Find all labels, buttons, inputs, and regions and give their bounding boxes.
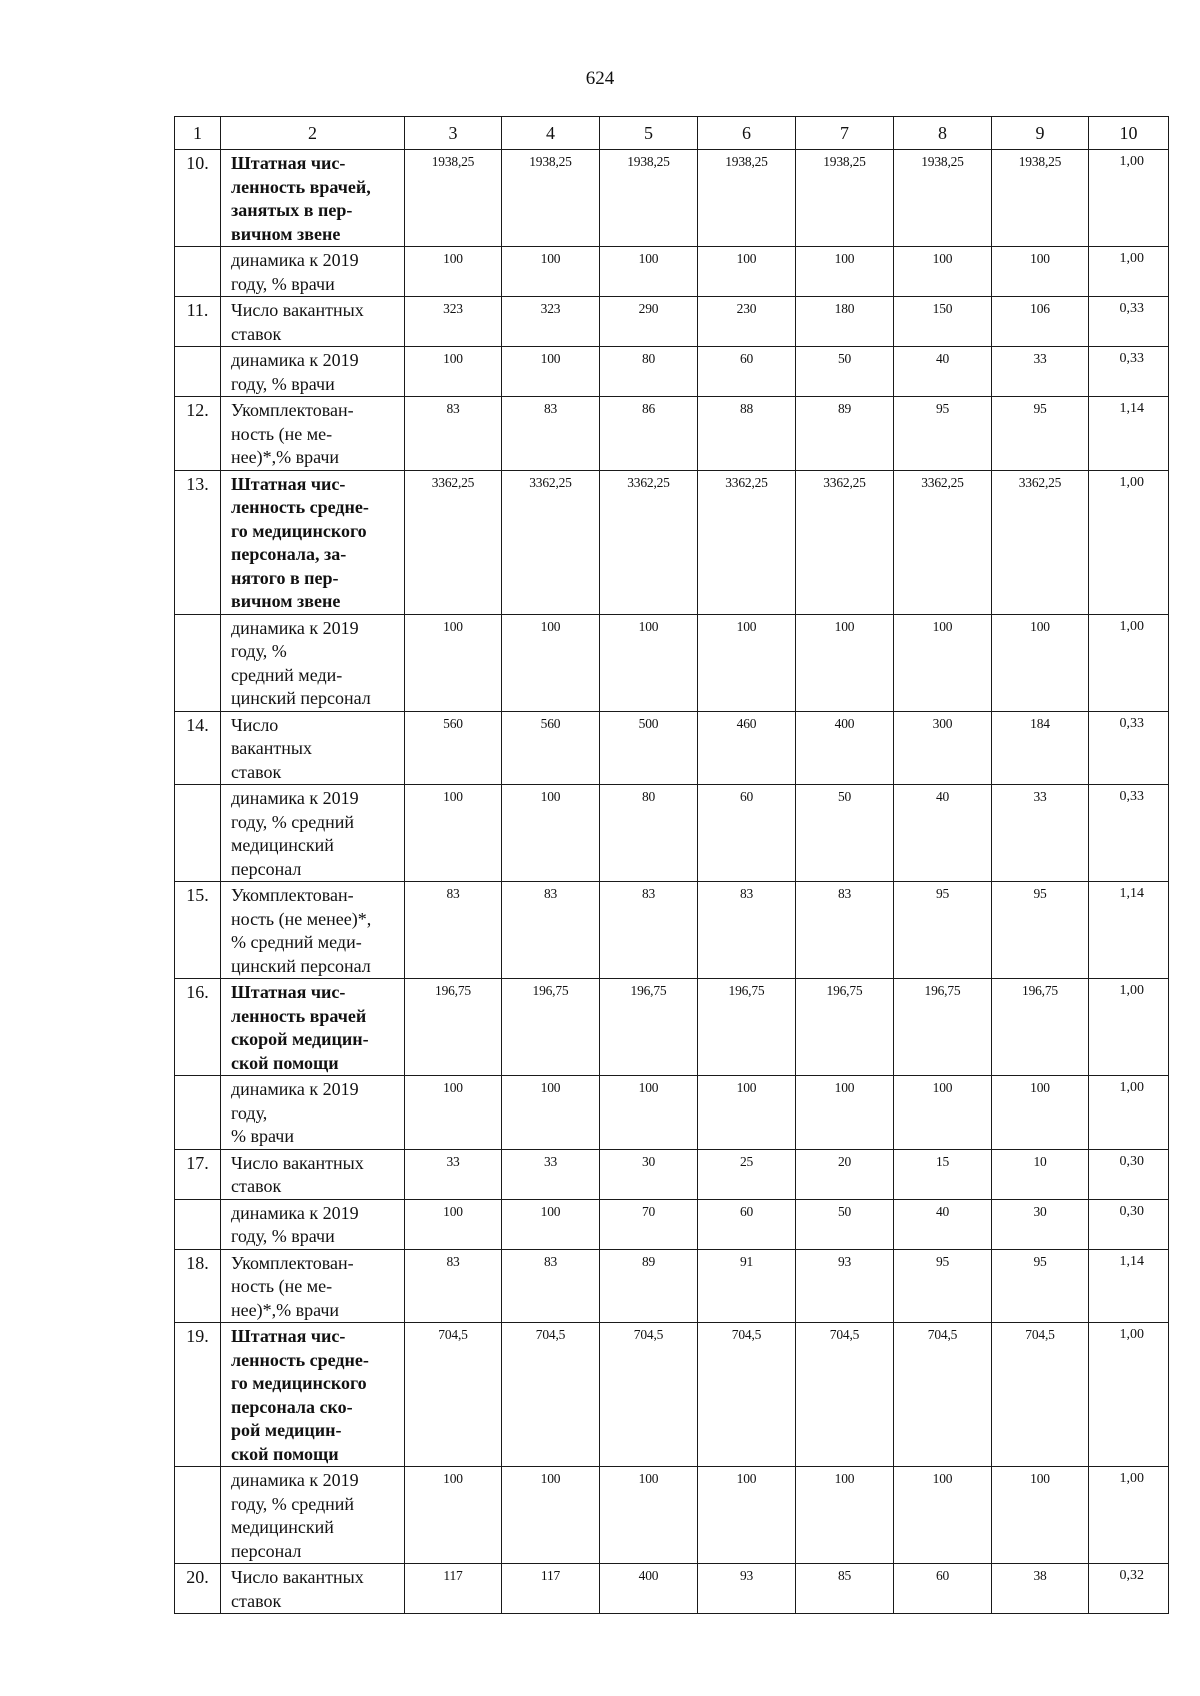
value-cell: 196,75 xyxy=(600,979,698,1076)
indicator-label-cell: динамика к 2019 году, % средний меди- цинский персонал xyxy=(221,614,405,711)
value-cell: 400 xyxy=(600,1564,698,1614)
value-cell: 80 xyxy=(600,347,698,397)
value-cell: 3362,25 xyxy=(405,470,502,614)
row-number-cell xyxy=(175,1199,221,1249)
value-cell: 117 xyxy=(405,1564,502,1614)
value-cell: 196,75 xyxy=(405,979,502,1076)
value-cell: 100 xyxy=(796,614,894,711)
value-cell: 1,14 xyxy=(1089,1249,1169,1323)
header-row xyxy=(175,117,1169,150)
indicator-label-cell: Штатная чис- ленность средне- го медицинского персонала, за- нятого в пер- вичном звене xyxy=(221,470,405,614)
value-cell: 83 xyxy=(600,882,698,979)
value-cell: 100 xyxy=(600,1467,698,1564)
table-row xyxy=(175,1249,1169,1323)
value-cell: 1,14 xyxy=(1089,882,1169,979)
row-number-cell xyxy=(175,247,221,297)
value-cell: 83 xyxy=(698,882,796,979)
value-cell: 95 xyxy=(992,397,1089,471)
value-cell: 93 xyxy=(796,1249,894,1323)
row-number-cell: 14. xyxy=(175,711,221,785)
value-cell: 60 xyxy=(698,785,796,882)
value-cell: 60 xyxy=(698,1199,796,1249)
value-cell: 95 xyxy=(894,397,992,471)
row-number-cell: 13. xyxy=(175,470,221,614)
value-cell: 60 xyxy=(894,1564,992,1614)
value-cell: 86 xyxy=(600,397,698,471)
value-cell: 30 xyxy=(600,1149,698,1199)
value-cell: 88 xyxy=(698,397,796,471)
value-cell: 1,00 xyxy=(1089,1323,1169,1467)
indicator-label-cell: динамика к 2019 году, % средний медицинский персонал xyxy=(221,1467,405,1564)
row-number-cell: 15. xyxy=(175,882,221,979)
table-row xyxy=(175,297,1169,347)
table-row xyxy=(175,1467,1169,1564)
value-cell: 1,00 xyxy=(1089,1076,1169,1150)
value-cell: 89 xyxy=(796,397,894,471)
indicator-label-cell: Штатная чис- ленность врачей скорой медицин- ской помощи xyxy=(221,979,405,1076)
value-cell: 3362,25 xyxy=(698,470,796,614)
table-row xyxy=(175,397,1169,471)
row-number-cell xyxy=(175,614,221,711)
header-cell: 10 xyxy=(1089,117,1169,150)
value-cell: 460 xyxy=(698,711,796,785)
value-cell: 1,00 xyxy=(1089,1467,1169,1564)
header-cell: 2 xyxy=(221,117,405,150)
value-cell: 560 xyxy=(502,711,600,785)
value-cell: 100 xyxy=(698,614,796,711)
value-cell: 100 xyxy=(894,247,992,297)
table-row xyxy=(175,150,1169,247)
indicator-label-cell: Число вакантных ставок xyxy=(221,1564,405,1614)
value-cell: 323 xyxy=(502,297,600,347)
value-cell: 91 xyxy=(698,1249,796,1323)
value-cell: 1938,25 xyxy=(600,150,698,247)
row-number-cell: 17. xyxy=(175,1149,221,1199)
row-number-cell xyxy=(175,1467,221,1564)
value-cell: 93 xyxy=(698,1564,796,1614)
value-cell: 0,32 xyxy=(1089,1564,1169,1614)
indicator-label-cell: Число вакантных ставок xyxy=(221,297,405,347)
value-cell: 196,75 xyxy=(698,979,796,1076)
table-row xyxy=(175,1323,1169,1467)
value-cell: 30 xyxy=(992,1199,1089,1249)
indicators-table xyxy=(174,116,1169,1614)
value-cell: 100 xyxy=(992,1076,1089,1150)
row-number-cell xyxy=(175,1076,221,1150)
value-cell: 100 xyxy=(698,1467,796,1564)
value-cell: 40 xyxy=(894,1199,992,1249)
header-cell: 3 xyxy=(405,117,502,150)
value-cell: 0,33 xyxy=(1089,785,1169,882)
row-number-cell: 12. xyxy=(175,397,221,471)
value-cell: 100 xyxy=(894,1076,992,1150)
value-cell: 1938,25 xyxy=(698,150,796,247)
value-cell: 100 xyxy=(502,614,600,711)
indicator-label-cell: динамика к 2019 году, % врачи xyxy=(221,247,405,297)
value-cell: 1938,25 xyxy=(796,150,894,247)
header-cell: 9 xyxy=(992,117,1089,150)
row-number-cell: 16. xyxy=(175,979,221,1076)
indicator-label-cell: динамика к 2019 году, % средний медицинский персонал xyxy=(221,785,405,882)
value-cell: 33 xyxy=(992,347,1089,397)
value-cell: 83 xyxy=(405,882,502,979)
value-cell: 33 xyxy=(405,1149,502,1199)
value-cell: 100 xyxy=(405,347,502,397)
value-cell: 100 xyxy=(405,785,502,882)
value-cell: 184 xyxy=(992,711,1089,785)
indicator-label-cell: Штатная чис- ленность средне- го медицинского персонала ско- рой медицин- ской помощи xyxy=(221,1323,405,1467)
value-cell: 100 xyxy=(600,614,698,711)
row-number-cell: 11. xyxy=(175,297,221,347)
value-cell: 100 xyxy=(405,1467,502,1564)
value-cell: 80 xyxy=(600,785,698,882)
value-cell: 83 xyxy=(405,397,502,471)
value-cell: 100 xyxy=(600,1076,698,1150)
value-cell: 100 xyxy=(405,1076,502,1150)
table-row xyxy=(175,470,1169,614)
indicator-label-cell: динамика к 2019 году, % врачи xyxy=(221,1199,405,1249)
value-cell: 323 xyxy=(405,297,502,347)
value-cell: 100 xyxy=(502,1199,600,1249)
value-cell: 33 xyxy=(992,785,1089,882)
value-cell: 85 xyxy=(796,1564,894,1614)
value-cell: 100 xyxy=(992,1467,1089,1564)
table-row xyxy=(175,1564,1169,1614)
value-cell: 300 xyxy=(894,711,992,785)
value-cell: 95 xyxy=(894,882,992,979)
value-cell: 0,30 xyxy=(1089,1199,1169,1249)
value-cell: 106 xyxy=(992,297,1089,347)
value-cell: 1,00 xyxy=(1089,979,1169,1076)
value-cell: 100 xyxy=(796,247,894,297)
value-cell: 38 xyxy=(992,1564,1089,1614)
value-cell: 60 xyxy=(698,347,796,397)
value-cell: 1,00 xyxy=(1089,150,1169,247)
value-cell: 1,00 xyxy=(1089,614,1169,711)
value-cell: 1938,25 xyxy=(992,150,1089,247)
value-cell: 1938,25 xyxy=(502,150,600,247)
value-cell: 0,33 xyxy=(1089,347,1169,397)
value-cell: 0,30 xyxy=(1089,1149,1169,1199)
value-cell: 1,14 xyxy=(1089,397,1169,471)
value-cell: 196,75 xyxy=(796,979,894,1076)
value-cell: 83 xyxy=(405,1249,502,1323)
value-cell: 50 xyxy=(796,1199,894,1249)
value-cell: 3362,25 xyxy=(894,470,992,614)
value-cell: 100 xyxy=(405,614,502,711)
value-cell: 704,5 xyxy=(698,1323,796,1467)
value-cell: 15 xyxy=(894,1149,992,1199)
value-cell: 100 xyxy=(992,614,1089,711)
value-cell: 230 xyxy=(698,297,796,347)
table-row xyxy=(175,979,1169,1076)
row-number-cell: 19. xyxy=(175,1323,221,1467)
row-number-cell: 18. xyxy=(175,1249,221,1323)
indicator-label-cell: Число вакантных ставок xyxy=(221,1149,405,1199)
value-cell: 290 xyxy=(600,297,698,347)
value-cell: 33 xyxy=(502,1149,600,1199)
value-cell: 100 xyxy=(698,1076,796,1150)
value-cell: 704,5 xyxy=(502,1323,600,1467)
indicator-label-cell: Укомплектован- ность (не менее)*, % средний меди- цинский персонал xyxy=(221,882,405,979)
table-row xyxy=(175,347,1169,397)
page-number: 624 xyxy=(585,68,615,89)
value-cell: 117 xyxy=(502,1564,600,1614)
value-cell: 50 xyxy=(796,347,894,397)
value-cell: 100 xyxy=(405,1199,502,1249)
value-cell: 89 xyxy=(600,1249,698,1323)
table-row xyxy=(175,614,1169,711)
value-cell: 100 xyxy=(502,247,600,297)
value-cell: 40 xyxy=(894,785,992,882)
table-row xyxy=(175,882,1169,979)
table-row xyxy=(175,1076,1169,1150)
value-cell: 10 xyxy=(992,1149,1089,1199)
table-row xyxy=(175,1149,1169,1199)
header-cell: 5 xyxy=(600,117,698,150)
value-cell: 100 xyxy=(502,1467,600,1564)
indicator-label-cell: Число вакантных ставок xyxy=(221,711,405,785)
value-cell: 100 xyxy=(502,347,600,397)
value-cell: 50 xyxy=(796,785,894,882)
value-cell: 100 xyxy=(894,614,992,711)
value-cell: 196,75 xyxy=(502,979,600,1076)
indicator-label-cell: Укомплектован- ность (не ме- нее)*,% врачи xyxy=(221,1249,405,1323)
value-cell: 40 xyxy=(894,347,992,397)
value-cell: 100 xyxy=(796,1467,894,1564)
value-cell: 196,75 xyxy=(894,979,992,1076)
value-cell: 100 xyxy=(894,1467,992,1564)
value-cell: 0,33 xyxy=(1089,711,1169,785)
value-cell: 100 xyxy=(698,247,796,297)
value-cell: 100 xyxy=(796,1076,894,1150)
table-row xyxy=(175,247,1169,297)
row-number-cell xyxy=(175,785,221,882)
table-body xyxy=(175,117,1169,1614)
value-cell: 100 xyxy=(600,247,698,297)
header-cell: 1 xyxy=(175,117,221,150)
value-cell: 704,5 xyxy=(405,1323,502,1467)
value-cell: 95 xyxy=(992,1249,1089,1323)
value-cell: 150 xyxy=(894,297,992,347)
value-cell: 704,5 xyxy=(796,1323,894,1467)
value-cell: 3362,25 xyxy=(992,470,1089,614)
value-cell: 1938,25 xyxy=(894,150,992,247)
value-cell: 1,00 xyxy=(1089,247,1169,297)
value-cell: 400 xyxy=(796,711,894,785)
value-cell: 704,5 xyxy=(992,1323,1089,1467)
value-cell: 1938,25 xyxy=(405,150,502,247)
value-cell: 1,00 xyxy=(1089,470,1169,614)
value-cell: 83 xyxy=(502,1249,600,1323)
value-cell: 196,75 xyxy=(992,979,1089,1076)
value-cell: 704,5 xyxy=(894,1323,992,1467)
value-cell: 20 xyxy=(796,1149,894,1199)
value-cell: 0,33 xyxy=(1089,297,1169,347)
table-row xyxy=(175,1199,1169,1249)
header-cell: 8 xyxy=(894,117,992,150)
value-cell: 100 xyxy=(502,1076,600,1150)
table-row xyxy=(175,785,1169,882)
value-cell: 25 xyxy=(698,1149,796,1199)
indicator-label-cell: Штатная чис- ленность врачей, занятых в пер- вичном звене xyxy=(221,150,405,247)
value-cell: 560 xyxy=(405,711,502,785)
value-cell: 100 xyxy=(992,247,1089,297)
value-cell: 3362,25 xyxy=(502,470,600,614)
value-cell: 100 xyxy=(502,785,600,882)
indicator-label-cell: динамика к 2019 году, % врачи xyxy=(221,1076,405,1150)
table-row xyxy=(175,711,1169,785)
value-cell: 704,5 xyxy=(600,1323,698,1467)
indicator-label-cell: Укомплектован- ность (не ме- нее)*,% врачи xyxy=(221,397,405,471)
value-cell: 95 xyxy=(894,1249,992,1323)
value-cell: 95 xyxy=(992,882,1089,979)
value-cell: 100 xyxy=(405,247,502,297)
row-number-cell xyxy=(175,347,221,397)
header-cell: 7 xyxy=(796,117,894,150)
row-number-cell: 20. xyxy=(175,1564,221,1614)
header-cell: 4 xyxy=(502,117,600,150)
value-cell: 3362,25 xyxy=(600,470,698,614)
row-number-cell: 10. xyxy=(175,150,221,247)
value-cell: 180 xyxy=(796,297,894,347)
value-cell: 3362,25 xyxy=(796,470,894,614)
indicator-label-cell: динамика к 2019 году, % врачи xyxy=(221,347,405,397)
header-cell: 6 xyxy=(698,117,796,150)
value-cell: 83 xyxy=(502,397,600,471)
value-cell: 500 xyxy=(600,711,698,785)
value-cell: 83 xyxy=(796,882,894,979)
value-cell: 83 xyxy=(502,882,600,979)
value-cell: 70 xyxy=(600,1199,698,1249)
